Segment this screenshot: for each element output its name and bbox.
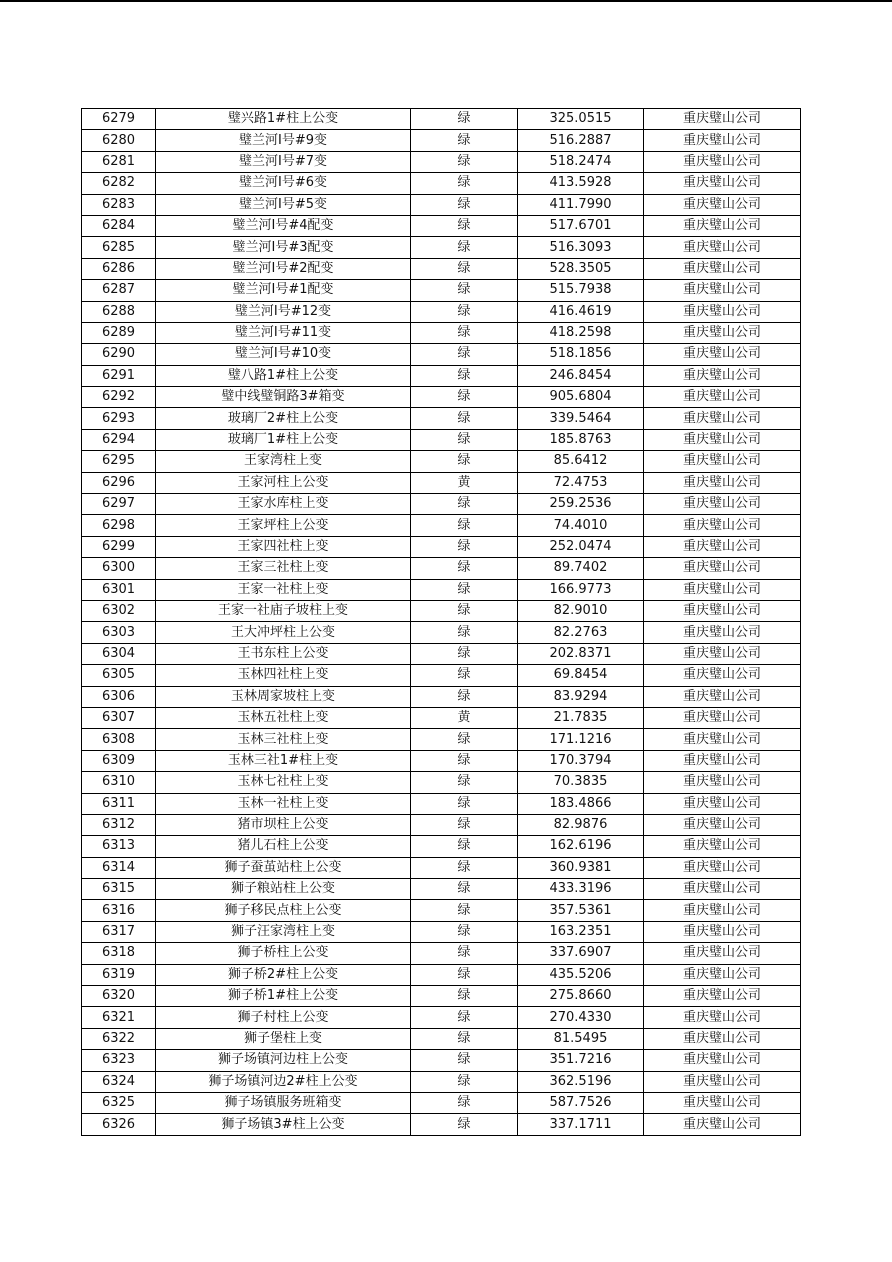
table-row	[82, 986, 801, 1007]
value-cell: 82.2763	[518, 622, 644, 643]
row-number-cell: 6305	[82, 665, 156, 686]
row-number-cell: 6313	[82, 836, 156, 857]
status-color-cell: 绿	[411, 194, 518, 215]
value-cell: 185.8763	[518, 429, 644, 450]
status-color-cell: 绿	[411, 643, 518, 664]
company-cell: 重庆璧山公司	[644, 772, 801, 793]
company-cell: 重庆璧山公司	[644, 1050, 801, 1071]
station-name-cell: 璧兴路1#柱上公变	[156, 109, 411, 130]
table-row	[82, 665, 801, 686]
row-number-cell: 6306	[82, 686, 156, 707]
status-color-cell: 绿	[411, 772, 518, 793]
company-cell: 重庆璧山公司	[644, 215, 801, 236]
station-name-cell: 狮子移民点柱上公变	[156, 900, 411, 921]
value-cell: 357.5361	[518, 900, 644, 921]
value-cell: 325.0515	[518, 109, 644, 130]
company-cell: 重庆璧山公司	[644, 365, 801, 386]
status-color-cell: 绿	[411, 301, 518, 322]
station-name-cell: 璧兰河I号#6变	[156, 173, 411, 194]
value-cell: 516.2887	[518, 130, 644, 151]
company-cell: 重庆璧山公司	[644, 1071, 801, 1092]
station-name-cell: 猪市坝柱上公变	[156, 814, 411, 835]
table-row	[82, 1114, 801, 1135]
station-name-cell: 璧兰河I号#2配变	[156, 258, 411, 279]
row-number-cell: 6279	[82, 109, 156, 130]
row-number-cell: 6316	[82, 900, 156, 921]
table-row	[82, 194, 801, 215]
table-row	[82, 622, 801, 643]
status-color-cell: 绿	[411, 729, 518, 750]
row-number-cell: 6323	[82, 1050, 156, 1071]
value-cell: 183.4866	[518, 793, 644, 814]
status-color-cell: 绿	[411, 686, 518, 707]
station-name-cell: 璧兰河I号#1配变	[156, 280, 411, 301]
station-name-cell: 璧中线璧铜路3#箱变	[156, 387, 411, 408]
company-cell: 重庆璧山公司	[644, 151, 801, 172]
value-cell: 275.8660	[518, 986, 644, 1007]
company-cell: 重庆璧山公司	[644, 536, 801, 557]
company-cell: 重庆璧山公司	[644, 472, 801, 493]
value-cell: 259.2536	[518, 494, 644, 515]
station-name-cell: 王家湾柱上变	[156, 451, 411, 472]
station-name-cell: 玉林七社柱上变	[156, 772, 411, 793]
row-number-cell: 6280	[82, 130, 156, 151]
table-row	[82, 857, 801, 878]
table-row	[82, 964, 801, 985]
status-color-cell: 绿	[411, 280, 518, 301]
row-number-cell: 6325	[82, 1092, 156, 1113]
value-cell: 413.5928	[518, 173, 644, 194]
value-cell: 351.7216	[518, 1050, 644, 1071]
status-color-cell: 绿	[411, 109, 518, 130]
company-cell: 重庆璧山公司	[644, 558, 801, 579]
value-cell: 433.3196	[518, 879, 644, 900]
value-cell: 82.9876	[518, 814, 644, 835]
row-number-cell: 6284	[82, 215, 156, 236]
status-color-cell: 绿	[411, 600, 518, 621]
status-color-cell: 绿	[411, 793, 518, 814]
status-color-cell: 绿	[411, 579, 518, 600]
row-number-cell: 6318	[82, 943, 156, 964]
company-cell: 重庆璧山公司	[644, 280, 801, 301]
row-number-cell: 6322	[82, 1028, 156, 1049]
row-number-cell: 6302	[82, 600, 156, 621]
status-color-cell: 绿	[411, 1114, 518, 1135]
company-cell: 重庆璧山公司	[644, 1114, 801, 1135]
table-row	[82, 472, 801, 493]
value-cell: 85.6412	[518, 451, 644, 472]
table-row	[82, 793, 801, 814]
station-name-cell: 璧兰河I号#3配变	[156, 237, 411, 258]
status-color-cell: 绿	[411, 1007, 518, 1028]
company-cell: 重庆璧山公司	[644, 1007, 801, 1028]
table-row	[82, 921, 801, 942]
status-color-cell: 绿	[411, 451, 518, 472]
table-row	[82, 429, 801, 450]
table-row	[82, 151, 801, 172]
row-number-cell: 6326	[82, 1114, 156, 1135]
station-name-cell: 玻璃厂2#柱上公变	[156, 408, 411, 429]
station-name-cell: 狮子场镇河边2#柱上公变	[156, 1071, 411, 1092]
row-number-cell: 6282	[82, 173, 156, 194]
status-color-cell: 绿	[411, 814, 518, 835]
company-cell: 重庆璧山公司	[644, 130, 801, 151]
station-name-cell: 璧兰河I号#4配变	[156, 215, 411, 236]
company-cell: 重庆璧山公司	[644, 707, 801, 728]
company-cell: 重庆璧山公司	[644, 836, 801, 857]
table-row	[82, 1071, 801, 1092]
value-cell: 337.6907	[518, 943, 644, 964]
row-number-cell: 6308	[82, 729, 156, 750]
table-row	[82, 344, 801, 365]
table-row	[82, 558, 801, 579]
company-cell: 重庆璧山公司	[644, 814, 801, 835]
value-cell: 162.6196	[518, 836, 644, 857]
row-number-cell: 6285	[82, 237, 156, 258]
value-cell: 528.3505	[518, 258, 644, 279]
status-color-cell: 绿	[411, 1028, 518, 1049]
table-row	[82, 836, 801, 857]
row-number-cell: 6291	[82, 365, 156, 386]
status-color-cell: 绿	[411, 665, 518, 686]
status-color-cell: 绿	[411, 622, 518, 643]
station-name-cell: 王家河柱上公变	[156, 472, 411, 493]
table-row	[82, 237, 801, 258]
company-cell: 重庆璧山公司	[644, 643, 801, 664]
transformer-table	[81, 108, 801, 1136]
status-color-cell: 绿	[411, 900, 518, 921]
value-cell: 70.3835	[518, 772, 644, 793]
station-name-cell: 玉林三社1#柱上变	[156, 750, 411, 771]
value-cell: 518.2474	[518, 151, 644, 172]
company-cell: 重庆璧山公司	[644, 600, 801, 621]
station-name-cell: 王家一社庙子坡柱上变	[156, 600, 411, 621]
status-color-cell: 绿	[411, 1071, 518, 1092]
status-color-cell: 绿	[411, 750, 518, 771]
status-color-cell: 绿	[411, 836, 518, 857]
table-row	[82, 686, 801, 707]
station-name-cell: 王家水库柱上变	[156, 494, 411, 515]
value-cell: 516.3093	[518, 237, 644, 258]
table-row	[82, 707, 801, 728]
value-cell: 89.7402	[518, 558, 644, 579]
value-cell: 339.5464	[518, 408, 644, 429]
company-cell: 重庆璧山公司	[644, 429, 801, 450]
table-row	[82, 1050, 801, 1071]
table-row	[82, 879, 801, 900]
value-cell: 515.7938	[518, 280, 644, 301]
company-cell: 重庆璧山公司	[644, 194, 801, 215]
status-color-cell: 绿	[411, 151, 518, 172]
row-number-cell: 6300	[82, 558, 156, 579]
station-name-cell: 玉林一社柱上变	[156, 793, 411, 814]
company-cell: 重庆璧山公司	[644, 173, 801, 194]
value-cell: 166.9773	[518, 579, 644, 600]
company-cell: 重庆璧山公司	[644, 301, 801, 322]
table-row	[82, 750, 801, 771]
table-row	[82, 772, 801, 793]
company-cell: 重庆璧山公司	[644, 986, 801, 1007]
row-number-cell: 6324	[82, 1071, 156, 1092]
station-name-cell: 玻璃厂1#柱上公变	[156, 429, 411, 450]
company-cell: 重庆璧山公司	[644, 964, 801, 985]
station-name-cell: 狮子场镇3#柱上公变	[156, 1114, 411, 1135]
station-name-cell: 玉林五社柱上变	[156, 707, 411, 728]
row-number-cell: 6301	[82, 579, 156, 600]
status-color-cell: 绿	[411, 964, 518, 985]
row-number-cell: 6304	[82, 643, 156, 664]
status-color-cell: 绿	[411, 558, 518, 579]
company-cell: 重庆璧山公司	[644, 943, 801, 964]
row-number-cell: 6299	[82, 536, 156, 557]
status-color-cell: 绿	[411, 857, 518, 878]
table-row	[82, 579, 801, 600]
row-number-cell: 6298	[82, 515, 156, 536]
status-color-cell: 绿	[411, 258, 518, 279]
station-name-cell: 璧兰河I号#10变	[156, 344, 411, 365]
station-name-cell: 王家一社柱上变	[156, 579, 411, 600]
station-name-cell: 璧八路1#柱上公变	[156, 365, 411, 386]
value-cell: 246.8454	[518, 365, 644, 386]
table-row	[82, 729, 801, 750]
station-name-cell: 王家坪柱上公变	[156, 515, 411, 536]
row-number-cell: 6296	[82, 472, 156, 493]
row-number-cell: 6314	[82, 857, 156, 878]
value-cell: 411.7990	[518, 194, 644, 215]
row-number-cell: 6312	[82, 814, 156, 835]
company-cell: 重庆璧山公司	[644, 322, 801, 343]
company-cell: 重庆璧山公司	[644, 408, 801, 429]
status-color-cell: 绿	[411, 215, 518, 236]
company-cell: 重庆璧山公司	[644, 387, 801, 408]
table-row	[82, 1028, 801, 1049]
station-name-cell: 狮子桥柱上公变	[156, 943, 411, 964]
value-cell: 362.5196	[518, 1071, 644, 1092]
status-color-cell: 绿	[411, 921, 518, 942]
company-cell: 重庆璧山公司	[644, 921, 801, 942]
company-cell: 重庆璧山公司	[644, 665, 801, 686]
value-cell: 74.4010	[518, 515, 644, 536]
value-cell: 202.8371	[518, 643, 644, 664]
value-cell: 418.2598	[518, 322, 644, 343]
table-row	[82, 173, 801, 194]
value-cell: 252.0474	[518, 536, 644, 557]
row-number-cell: 6289	[82, 322, 156, 343]
company-cell: 重庆璧山公司	[644, 729, 801, 750]
status-color-cell: 绿	[411, 173, 518, 194]
row-number-cell: 6311	[82, 793, 156, 814]
row-number-cell: 6297	[82, 494, 156, 515]
station-name-cell: 猪儿石柱上公变	[156, 836, 411, 857]
company-cell: 重庆璧山公司	[644, 258, 801, 279]
row-number-cell: 6317	[82, 921, 156, 942]
value-cell: 21.7835	[518, 707, 644, 728]
station-name-cell: 王大冲坪柱上公变	[156, 622, 411, 643]
station-name-cell: 狮子村柱上公变	[156, 1007, 411, 1028]
value-cell: 72.4753	[518, 472, 644, 493]
status-color-cell: 绿	[411, 344, 518, 365]
station-name-cell: 玉林周家坡柱上变	[156, 686, 411, 707]
row-number-cell: 6295	[82, 451, 156, 472]
table-row	[82, 258, 801, 279]
company-cell: 重庆璧山公司	[644, 451, 801, 472]
row-number-cell: 6315	[82, 879, 156, 900]
value-cell: 435.5206	[518, 964, 644, 985]
status-color-cell: 绿	[411, 1050, 518, 1071]
row-number-cell: 6307	[82, 707, 156, 728]
station-name-cell: 玉林三社柱上变	[156, 729, 411, 750]
table-row	[82, 515, 801, 536]
station-name-cell: 璧兰河I号#9变	[156, 130, 411, 151]
table-row	[82, 322, 801, 343]
table-row	[82, 365, 801, 386]
status-color-cell: 黄	[411, 472, 518, 493]
value-cell: 69.8454	[518, 665, 644, 686]
company-cell: 重庆璧山公司	[644, 344, 801, 365]
company-cell: 重庆璧山公司	[644, 686, 801, 707]
table-row	[82, 494, 801, 515]
company-cell: 重庆璧山公司	[644, 1092, 801, 1113]
row-number-cell: 6309	[82, 750, 156, 771]
station-name-cell: 王书东柱上公变	[156, 643, 411, 664]
station-name-cell: 璧兰河I号#7变	[156, 151, 411, 172]
station-name-cell: 璧兰河I号#5变	[156, 194, 411, 215]
status-color-cell: 绿	[411, 515, 518, 536]
table-row	[82, 451, 801, 472]
station-name-cell: 狮子粮站柱上公变	[156, 879, 411, 900]
table-row	[82, 109, 801, 130]
status-color-cell: 绿	[411, 879, 518, 900]
row-number-cell: 6292	[82, 387, 156, 408]
station-name-cell: 狮子蚕茧站柱上公变	[156, 857, 411, 878]
status-color-cell: 绿	[411, 365, 518, 386]
table-row	[82, 387, 801, 408]
company-cell: 重庆璧山公司	[644, 622, 801, 643]
row-number-cell: 6321	[82, 1007, 156, 1028]
company-cell: 重庆璧山公司	[644, 857, 801, 878]
status-color-cell: 绿	[411, 943, 518, 964]
row-number-cell: 6294	[82, 429, 156, 450]
station-name-cell: 璧兰河I号#12变	[156, 301, 411, 322]
status-color-cell: 绿	[411, 429, 518, 450]
station-name-cell: 王家四社柱上变	[156, 536, 411, 557]
company-cell: 重庆璧山公司	[644, 237, 801, 258]
value-cell: 905.6804	[518, 387, 644, 408]
page-top-border	[0, 0, 892, 2]
table-row	[82, 301, 801, 322]
station-name-cell: 王家三社柱上变	[156, 558, 411, 579]
value-cell: 416.4619	[518, 301, 644, 322]
row-number-cell: 6286	[82, 258, 156, 279]
table-row	[82, 943, 801, 964]
company-cell: 重庆璧山公司	[644, 494, 801, 515]
status-color-cell: 绿	[411, 130, 518, 151]
table-row	[82, 408, 801, 429]
value-cell: 518.1856	[518, 344, 644, 365]
table-body	[82, 109, 801, 1136]
value-cell: 337.1711	[518, 1114, 644, 1135]
row-number-cell: 6303	[82, 622, 156, 643]
company-cell: 重庆璧山公司	[644, 579, 801, 600]
row-number-cell: 6319	[82, 964, 156, 985]
status-color-cell: 绿	[411, 1092, 518, 1113]
status-color-cell: 绿	[411, 986, 518, 1007]
row-number-cell: 6283	[82, 194, 156, 215]
row-number-cell: 6290	[82, 344, 156, 365]
station-name-cell: 狮子堡柱上变	[156, 1028, 411, 1049]
table-row	[82, 130, 801, 151]
station-name-cell: 狮子桥1#柱上公变	[156, 986, 411, 1007]
status-color-cell: 绿	[411, 494, 518, 515]
table-row	[82, 643, 801, 664]
table-row	[82, 600, 801, 621]
status-color-cell: 黄	[411, 707, 518, 728]
row-number-cell: 6310	[82, 772, 156, 793]
value-cell: 83.9294	[518, 686, 644, 707]
station-name-cell: 玉林四社柱上变	[156, 665, 411, 686]
table-row	[82, 536, 801, 557]
row-number-cell: 6288	[82, 301, 156, 322]
station-name-cell: 璧兰河I号#11变	[156, 322, 411, 343]
row-number-cell: 6287	[82, 280, 156, 301]
company-cell: 重庆璧山公司	[644, 793, 801, 814]
table-row	[82, 900, 801, 921]
value-cell: 360.9381	[518, 857, 644, 878]
station-name-cell: 狮子桥2#柱上公变	[156, 964, 411, 985]
station-name-cell: 狮子场镇服务班箱变	[156, 1092, 411, 1113]
company-cell: 重庆璧山公司	[644, 1028, 801, 1049]
value-cell: 587.7526	[518, 1092, 644, 1113]
station-name-cell: 狮子汪家湾柱上变	[156, 921, 411, 942]
value-cell: 270.4330	[518, 1007, 644, 1028]
table-row	[82, 280, 801, 301]
status-color-cell: 绿	[411, 387, 518, 408]
status-color-cell: 绿	[411, 536, 518, 557]
company-cell: 重庆璧山公司	[644, 109, 801, 130]
value-cell: 82.9010	[518, 600, 644, 621]
status-color-cell: 绿	[411, 322, 518, 343]
company-cell: 重庆璧山公司	[644, 750, 801, 771]
table-row	[82, 814, 801, 835]
value-cell: 170.3794	[518, 750, 644, 771]
value-cell: 517.6701	[518, 215, 644, 236]
value-cell: 171.1216	[518, 729, 644, 750]
station-name-cell: 狮子场镇河边柱上公变	[156, 1050, 411, 1071]
company-cell: 重庆璧山公司	[644, 515, 801, 536]
status-color-cell: 绿	[411, 408, 518, 429]
company-cell: 重庆璧山公司	[644, 879, 801, 900]
row-number-cell: 6281	[82, 151, 156, 172]
row-number-cell: 6293	[82, 408, 156, 429]
table-row	[82, 215, 801, 236]
table-row	[82, 1092, 801, 1113]
value-cell: 81.5495	[518, 1028, 644, 1049]
table-row	[82, 1007, 801, 1028]
row-number-cell: 6320	[82, 986, 156, 1007]
company-cell: 重庆璧山公司	[644, 900, 801, 921]
status-color-cell: 绿	[411, 237, 518, 258]
value-cell: 163.2351	[518, 921, 644, 942]
